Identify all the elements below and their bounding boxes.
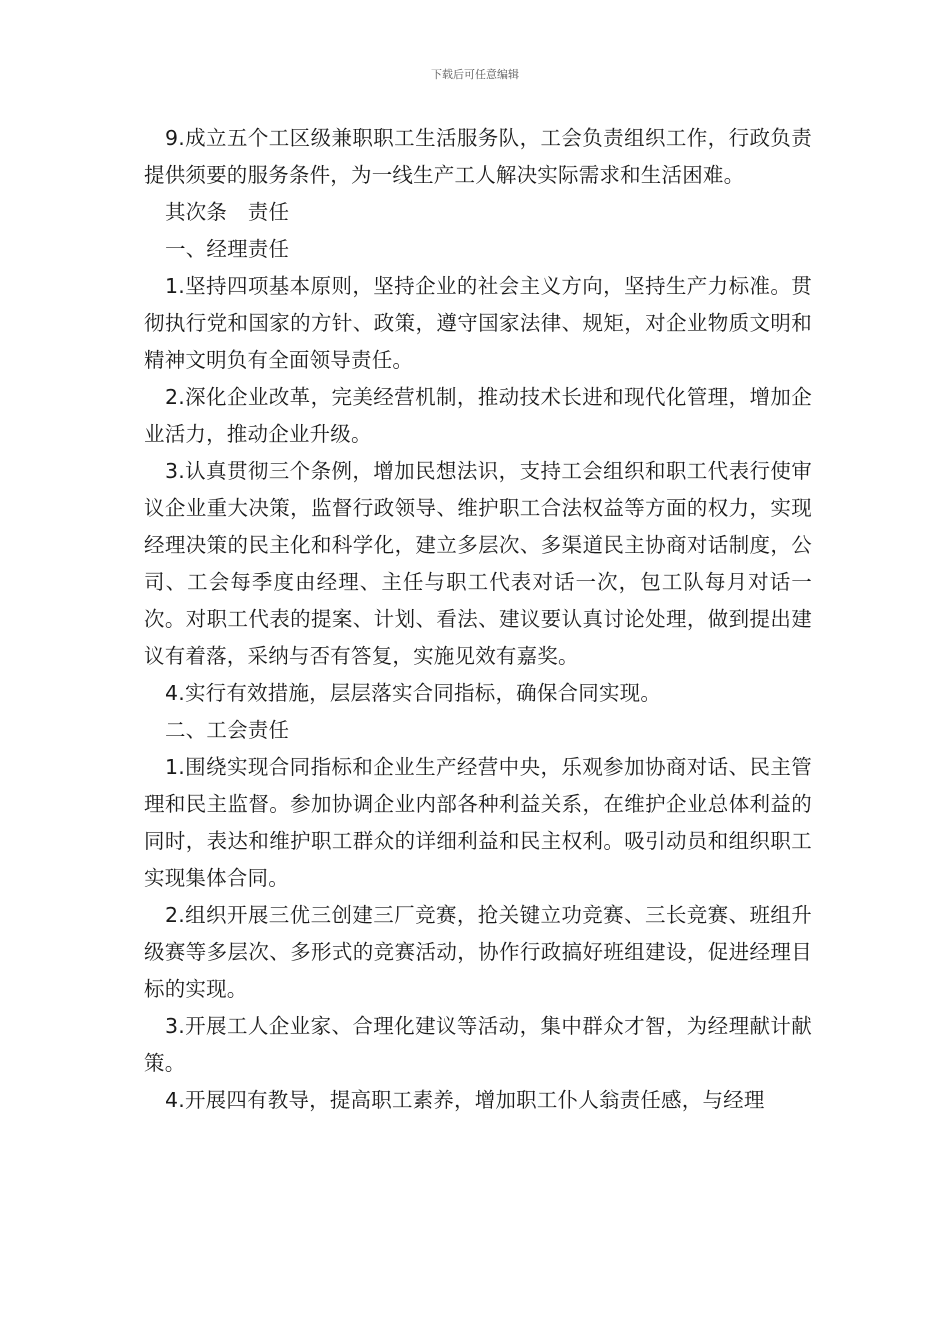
paragraph: 4.开展四有教导，提高职工素养，增加职工仆人翁责任感，与经理 — [165, 1088, 765, 1112]
paragraph: 3.开展工人企业家、合理化建议等活动，集中群众才智，为经理献计献策。 — [144, 1014, 812, 1075]
paragraph: 2.组织开展三优三创建三厂竞赛，抢关键立功竞赛、三长竞赛、班组升级赛等多层次、多形式的竞赛活动，协作行政搞好班组建设，促进经理目标的实现。 — [144, 903, 812, 1001]
paragraph: 9.成立五个工区级兼职职工生活服务队，工会负责组织工作，行政负责提供须要的服务条件，为一线生产工人解决实际需求和生活困难。 — [144, 126, 812, 187]
paragraph: 4.实行有效措施，层层落实合同指标，确保合同实现。 — [165, 681, 662, 705]
paragraph: 1.坚持四项基本原则，坚持企业的社会主义方向，坚持生产力标准。贯彻执行党和国家的方针、政策，遵守国家法律、规矩，对企业物质文明和精神文明负有全面领导责任。 — [144, 274, 812, 372]
paragraph: 3.认真贯彻三个条例，增加民想法识，支持工会组织和职工代表行使审议企业重大决策，监督行政领导、维护职工合法权益等方面的权力，实现经理决策的民主化和科学化，建立多层次、多渠道民主协商对话制度，公司、工会每季度由经理、主任与职工代表对话一次，包工队每月对话一次。对职工代表的提案、计划、看法、建议要认真讨论处理，做到提出建议有着落，采纳与否有答复，实施见效有嘉奖。 — [144, 459, 812, 668]
document-body — [144, 120, 812, 1119]
paragraph: 2.深化企业改革，完美经营机制，推动技术长进和现代化管理，增加企业活力，推动企业升级。 — [144, 385, 812, 446]
section-heading: 其次条 责任 — [165, 200, 290, 224]
page-header: 下载后可任意编辑 — [431, 68, 519, 81]
subsection-heading: 一、经理责任 — [165, 237, 290, 261]
subsection-heading: 二、工会责任 — [165, 718, 290, 742]
paragraph: 1.围绕实现合同指标和企业生产经营中央，乐观参加协商对话、民主管理和民主监督。参加协调企业内部各种利益关系，在维护企业总体利益的同时，表达和维护职工群众的详细利益和民主权利。吸引动员和组织职工实现集体合同。 — [144, 755, 812, 890]
